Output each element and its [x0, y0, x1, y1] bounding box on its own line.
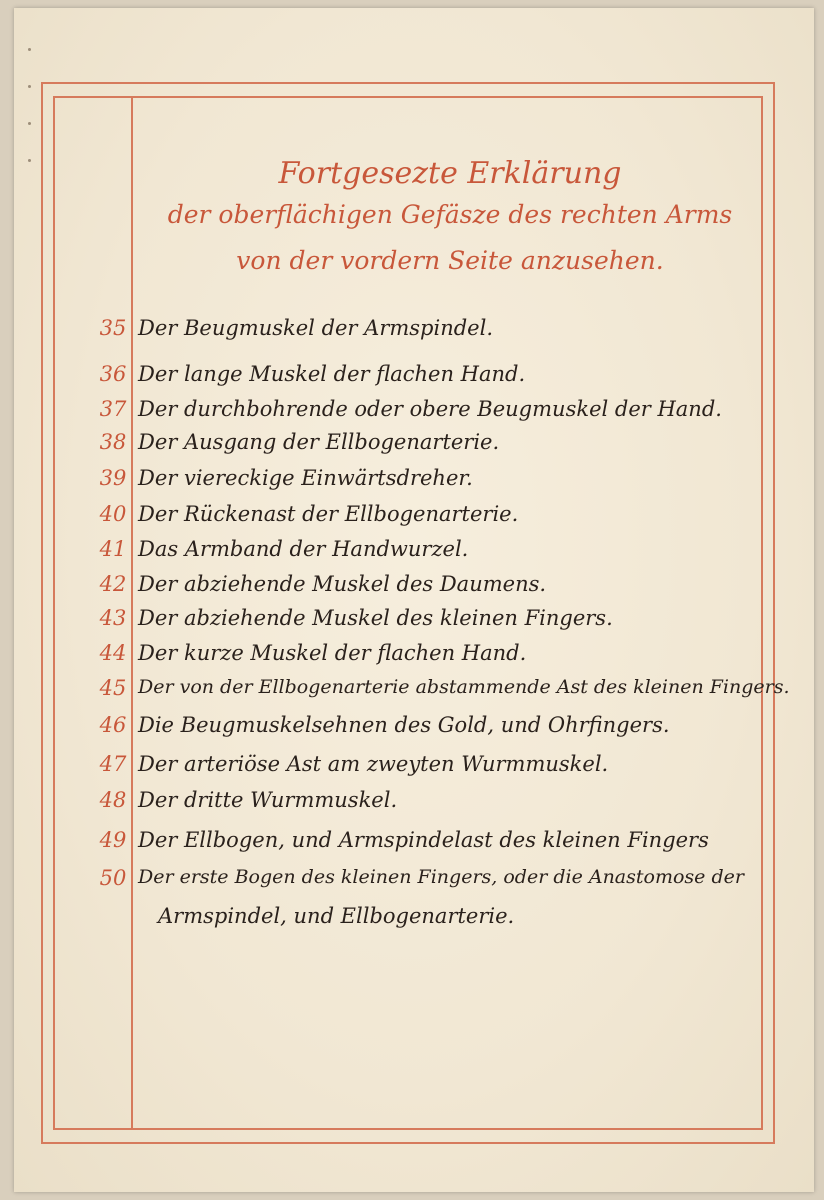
- item-text: Der durchbohrende oder obere Beugmuskel der Hand.: [138, 397, 722, 421]
- item-text: Die Beugmuskelsehnen des Gold, und Ohrfingers.: [138, 713, 670, 737]
- item-text: Der abziehende Muskel des kleinen Fingers.: [138, 606, 613, 630]
- item-number: 35: [99, 316, 127, 340]
- item-number: 36: [99, 362, 127, 386]
- item-text: Der abziehende Muskel des Daumens.: [138, 572, 547, 596]
- item-text: Der lange Muskel der flachen Hand.: [138, 362, 526, 386]
- item-number: 42: [99, 572, 127, 596]
- page-subtitle-line-2: von der vordern Seite anzusehen.: [236, 246, 664, 275]
- item-number: 40: [99, 502, 127, 526]
- item-text: Der arteriöse Ast am zweyten Wurmmuskel.: [138, 752, 609, 776]
- item-number: 38: [99, 430, 127, 454]
- item-number: 37: [99, 397, 127, 421]
- item-text: Der Beugmuskel der Armspindel.: [138, 316, 493, 340]
- page-subtitle-line-1: der oberflächigen Gefäsze des rechten Arms: [167, 200, 733, 229]
- item-number: 49: [99, 828, 127, 852]
- item-number: 48: [99, 788, 127, 812]
- item-text: Der Ellbogen, und Armspindelast des kleinen Fingers: [138, 828, 709, 852]
- page-title: Fortgesezte Erklärung: [278, 156, 622, 191]
- item-text: Der Ausgang der Ellbogenarterie.: [138, 430, 500, 454]
- item-number: 44: [99, 641, 127, 665]
- item-number: 46: [99, 713, 127, 737]
- item-number: 45: [99, 676, 127, 700]
- item-number: 39: [99, 466, 127, 490]
- binding-marks: [28, 48, 34, 208]
- item-text: Der von der Ellbogenarterie abstammende Ast des kleinen Fingers.: [138, 676, 790, 698]
- item-text: Der erste Bogen des kleinen Fingers, oder die Anastomose der: [138, 866, 744, 888]
- item-text: Der Rückenast der Ellbogenarterie.: [138, 502, 519, 526]
- item-number: 50: [99, 866, 127, 890]
- item-number: 41: [99, 537, 127, 561]
- item-text: Das Armband der Handwurzel.: [138, 537, 469, 561]
- item-text: Der viereckige Einwärtsdreher.: [138, 466, 473, 490]
- item-number: 47: [99, 752, 127, 776]
- item-number: 43: [99, 606, 127, 630]
- item-text: Der dritte Wurmmuskel.: [138, 788, 398, 812]
- item-text-continuation: Armspindel, und Ellbogenarterie.: [158, 904, 515, 928]
- item-text: Der kurze Muskel der flachen Hand.: [138, 641, 527, 665]
